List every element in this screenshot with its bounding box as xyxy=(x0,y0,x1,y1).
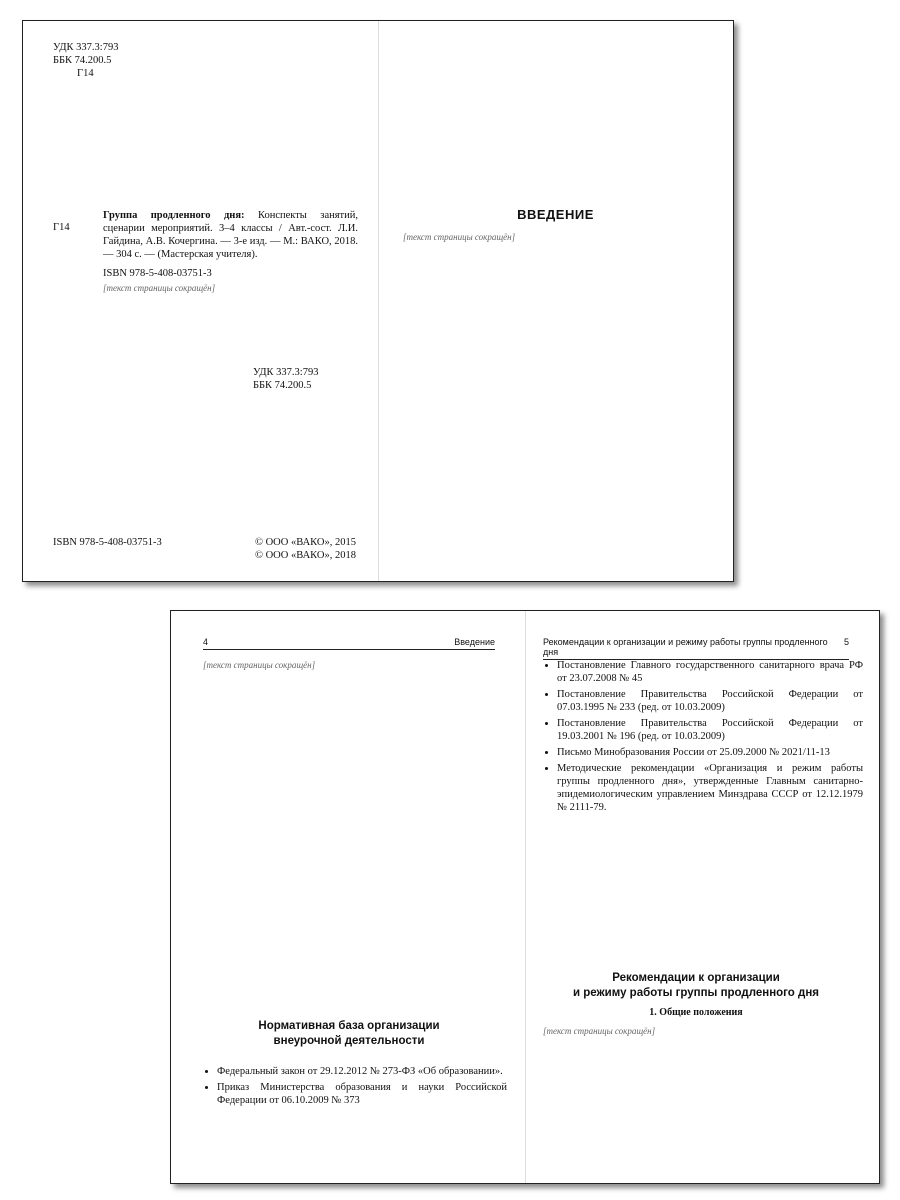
spread-gutter xyxy=(378,21,379,581)
author-mark-left: Г14 xyxy=(53,222,70,233)
list-item: • Письмо Минобразования России от 25.09.2000 № 2021/11-13 xyxy=(557,746,863,759)
bibliographic-record xyxy=(103,209,358,280)
recommendations-heading xyxy=(543,971,849,1001)
normative-list-page4 xyxy=(203,1065,507,1110)
intro-text-placeholder: [текст страницы сокращён] xyxy=(403,232,516,242)
normative-list-page5 xyxy=(543,659,863,817)
copyright-2018: © ООО «ВАКО», 2018 xyxy=(255,550,356,561)
isbn-line: ISBN 978-5-408-03751-3 xyxy=(103,268,212,279)
book-spread-pages-4-5 xyxy=(170,610,880,1184)
copyright-2015: © ООО «ВАКО», 2015 xyxy=(255,537,356,548)
page-4-text-placeholder: [текст страницы сокращён] xyxy=(203,660,316,670)
normative-heading-line1: Нормативная база организации xyxy=(258,1020,440,1032)
general-provisions-heading: 1. Общие положения xyxy=(649,1007,743,1018)
recommendations-heading-line1: Рекомендации к организации xyxy=(612,972,780,984)
intro-heading: ВВЕДЕНИЕ xyxy=(517,207,594,222)
list-item: • Постановление Правительства Российской Федерации от 07.03.1995 № 233 (ред. от 10.03.2009) xyxy=(557,688,863,714)
page-4-body xyxy=(203,659,495,676)
bib-title: Группа продленного дня: xyxy=(103,210,245,221)
udk-code: УДК 337.3:793 xyxy=(53,42,119,53)
running-head-intro: Введение xyxy=(454,637,495,647)
list-item: • Федеральный закон от 29.12.2012 № 273-ФЗ «Об образовании». xyxy=(217,1065,507,1078)
annotation-placeholder: [текст страницы сокращён] xyxy=(103,283,216,293)
page-5-text-placeholder: [текст страницы сокращён] xyxy=(543,1026,656,1036)
copyright-block xyxy=(255,536,356,562)
udk-bbk-block-bottom xyxy=(253,366,318,392)
list-item: • Постановление Правительства Российской Федерации от 19.03.2001 № 196 (ред. от 10.03.2009) xyxy=(557,717,863,743)
udk-code-bottom: УДК 337.3:793 xyxy=(253,367,319,378)
bbk-code-bottom: ББК 74.200.5 xyxy=(253,380,312,391)
bbk-code: ББК 74.200.5 xyxy=(53,55,112,66)
book-spread-copyright-intro xyxy=(22,20,734,582)
list-item: • Методические рекомендации «Организация и режим работы группы продленного дня», утвержденные Главным санитарно-эпидемиологическим управлением Минздрава СССР от 12.12.1979 № 2111-79. xyxy=(557,762,863,814)
normative-base-heading xyxy=(203,1019,495,1049)
normative-heading-line2: внеурочной деятельности xyxy=(273,1035,425,1047)
page-5-running-head xyxy=(543,637,849,660)
spread-gutter xyxy=(525,611,526,1183)
author-mark: Г14 xyxy=(77,68,94,79)
udk-bbk-block-top xyxy=(53,41,118,80)
list-item: • Приказ Министерства образования и науки Российской Федерации от 06.10.2009 № 373 xyxy=(217,1081,507,1107)
page-4-running-head xyxy=(203,637,495,650)
intro-text xyxy=(403,231,708,248)
isbn-footer: ISBN 978-5-408-03751-3 xyxy=(53,537,162,548)
running-head-recommendations: Рекомендации к организации и режиму работы группы продленного дня xyxy=(543,637,828,657)
list-item: • Постановление Главного государственного санитарного врача РФ от 23.07.2008 № 45 xyxy=(557,659,863,685)
recommendations-heading-line2: и режиму работы группы продленного дня xyxy=(572,987,819,999)
page-number-5: 5 xyxy=(843,637,849,647)
bib-description: Конспекты занятий, сценарии мероприятий. 3–4 классы / Авт.-сост. Л.И. Гайдина, А.В. Кочергина. — 3-е изд. — М.: ВАКО, 2018. — 304 с. — (Мастерская учителя). xyxy=(103,210,359,260)
page-number-4: 4 xyxy=(203,637,209,647)
annotation-block xyxy=(103,283,358,295)
general-provisions-body xyxy=(543,1025,849,1042)
